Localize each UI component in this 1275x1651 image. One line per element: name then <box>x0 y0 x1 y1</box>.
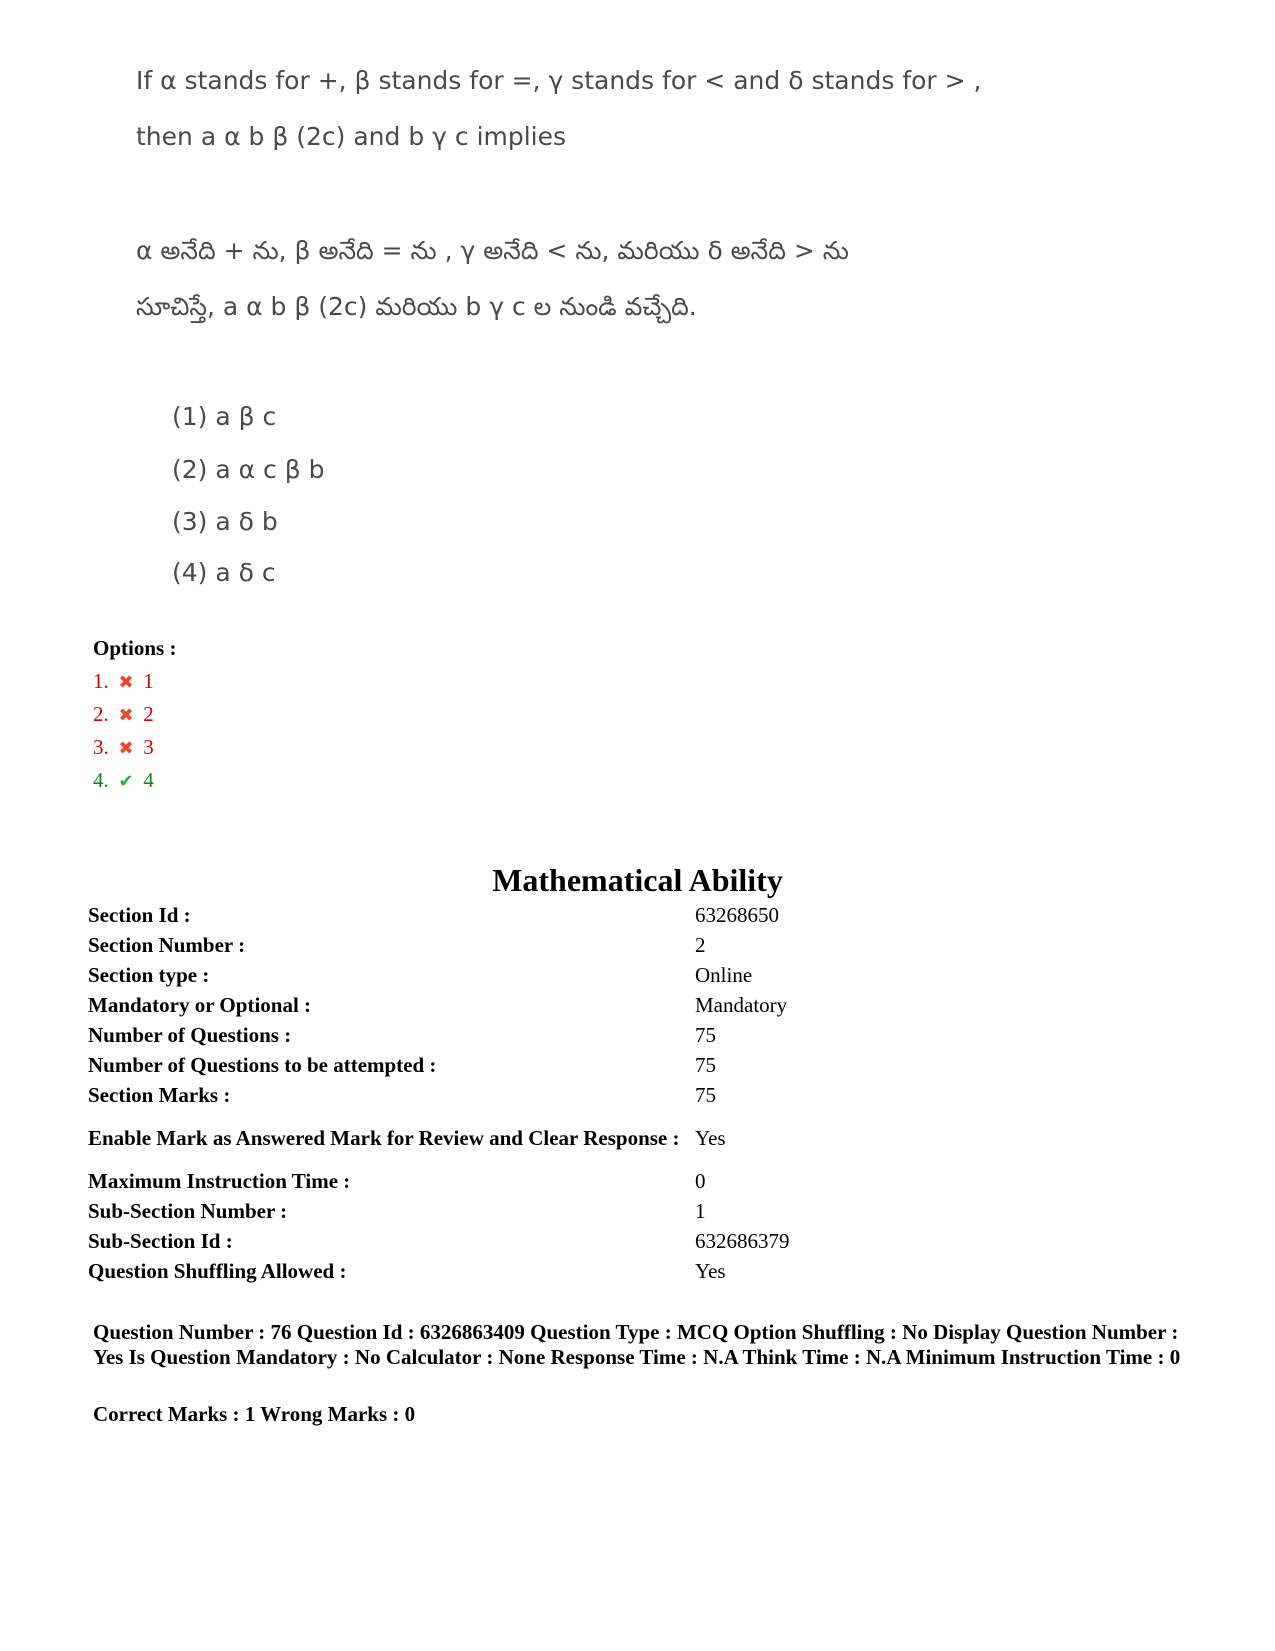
subsection-id-value: 632686379 <box>695 1228 790 1253</box>
option-label: 2 <box>143 702 154 726</box>
section-type-label: Section type : <box>88 962 210 987</box>
cross-icon: ✖ <box>118 672 134 692</box>
option-number: 4. <box>93 768 109 792</box>
table-row <box>88 1080 1188 1110</box>
section-marks-label: Section Marks : <box>88 1082 231 1107</box>
option-item <box>93 735 154 760</box>
num-attempt-value: 75 <box>695 1052 716 1077</box>
section-id-value: 63268650 <box>695 902 779 927</box>
option-item <box>93 669 154 694</box>
table-row <box>88 1110 1188 1166</box>
num-attempt-label: Number of Questions to be attempted : <box>88 1052 437 1077</box>
enable-mark-label: Enable Mark as Answered Mark for Review and Clear Response : <box>88 1125 680 1150</box>
section-id-label: Section Id : <box>88 902 191 927</box>
question-marks: Correct Marks : 1 Wrong Marks : 0 <box>93 1402 416 1426</box>
table-row <box>88 1166 1188 1196</box>
question-choice-4: (4) a δ c <box>172 558 276 587</box>
subsection-number-label: Sub-Section Number : <box>88 1198 288 1223</box>
section-info-table <box>88 900 1188 1286</box>
table-row <box>88 960 1188 990</box>
mandatory-value: Mandatory <box>695 992 788 1017</box>
section-marks-value: 75 <box>695 1082 716 1107</box>
option-number: 3. <box>93 735 109 759</box>
section-number-value: 2 <box>695 932 706 957</box>
table-row <box>88 1256 1188 1286</box>
question-choice-1: (1) a β c <box>172 402 277 431</box>
max-instruction-time-value: 0 <box>695 1168 706 1193</box>
table-row <box>88 1020 1188 1050</box>
option-label: 4 <box>143 768 154 792</box>
max-instruction-time-label: Maximum Instruction Time : <box>88 1168 351 1193</box>
num-questions-value: 75 <box>695 1022 716 1047</box>
cross-icon: ✖ <box>118 705 134 725</box>
option-label: 3 <box>143 735 154 759</box>
question-english-line1: If α stands for +, β stands for =, γ stands for < and δ stands for > , <box>136 66 982 95</box>
question-choice-2: (2) a α c β b <box>172 455 325 484</box>
option-item <box>93 702 154 727</box>
question-image <box>0 0 1275 600</box>
table-row <box>88 1226 1188 1256</box>
question-telugu-line1: α అనేది + ను, β అనేది = ను , γ అనేది < ను, మరియు δ అనేది > ను <box>136 236 849 265</box>
question-meta: Question Number : 76 Question Id : 6326863409 Question Type : MCQ Option Shuffling : No Display Question Number : Yes Is Question Mandatory : No Calculator : None Response Time : N.A Think Time : N.A Minimum Instruction Time : 0 <box>93 1320 1181 1369</box>
subsection-number-value: 1 <box>695 1198 706 1223</box>
option-number: 2. <box>93 702 109 726</box>
question-english-line2: then a α b β (2c) and b γ c implies <box>136 122 567 151</box>
table-row <box>88 990 1188 1020</box>
option-label: 1 <box>143 669 154 693</box>
question-telugu-line2: సూచిస్తే, a α b β (2c) మరియు b γ c ల నుండి వచ్చేది. <box>136 292 697 321</box>
table-row <box>88 900 1188 930</box>
option-item-correct <box>93 768 154 793</box>
option-number: 1. <box>93 669 109 693</box>
shuffling-value: Yes <box>695 1258 726 1283</box>
section-number-label: Section Number : <box>88 932 246 957</box>
cross-icon: ✖ <box>118 738 134 758</box>
options-title: Options : <box>93 636 177 660</box>
subsection-id-label: Sub-Section Id : <box>88 1228 233 1253</box>
table-row <box>88 1050 1188 1080</box>
table-row <box>88 1196 1188 1226</box>
mandatory-label: Mandatory or Optional : <box>88 992 312 1017</box>
shuffling-label: Question Shuffling Allowed : <box>88 1258 347 1283</box>
section-title: Mathematical Ability <box>492 862 783 898</box>
question-choice-3: (3) a δ b <box>172 507 278 536</box>
table-row <box>88 930 1188 960</box>
num-questions-label: Number of Questions : <box>88 1022 292 1047</box>
enable-mark-value: Yes <box>695 1125 726 1150</box>
check-icon: ✔ <box>118 771 134 791</box>
section-type-value: Online <box>695 962 753 987</box>
